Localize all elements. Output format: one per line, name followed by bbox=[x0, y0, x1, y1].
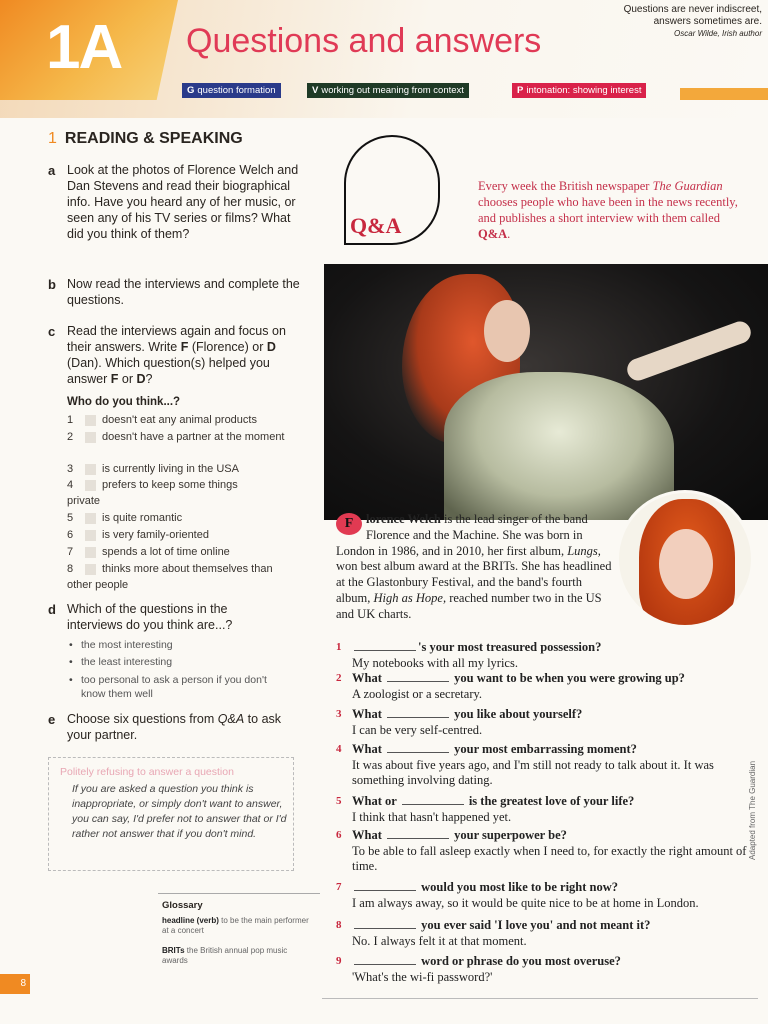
answer-blank[interactable] bbox=[354, 640, 416, 651]
answer-blank[interactable] bbox=[402, 794, 464, 805]
quote-line: answers sometimes are. bbox=[653, 16, 762, 27]
answer-box[interactable] bbox=[85, 480, 96, 491]
who-item: 5 is quite romantic bbox=[67, 512, 183, 524]
interview-item: 4 What your most embarrassing moment? It was about five years ago, and I'm still not ready to talk about it. It was something involving dating. bbox=[336, 742, 714, 788]
pill-text: question formation bbox=[197, 85, 276, 96]
photo-arm bbox=[624, 318, 754, 383]
answer-box[interactable] bbox=[85, 564, 96, 575]
task-d-text: Which of the questions in the interviews do you think are...? bbox=[67, 602, 233, 632]
who-item: 7 spends a lot of time online bbox=[67, 546, 230, 558]
task-letter-c: c bbox=[48, 324, 56, 339]
photo-face bbox=[484, 300, 530, 362]
task-e-text: Choose six questions from Q&A to ask your partner. bbox=[67, 712, 282, 742]
tip-body: If you are asked a question you think is inappropriate, or simply don't want to answer, you can say, I'd prefer not to answer that or I'd rather not answer that if you don't mind. bbox=[72, 783, 287, 840]
task-c-text: Read the interviews again and focus on their answers. Write F (Florence) or D (Dan). Which question(s) helped you answer F or D? bbox=[67, 324, 286, 386]
section-heading bbox=[48, 130, 243, 148]
answer-blank[interactable] bbox=[387, 671, 449, 682]
answer-blank[interactable] bbox=[387, 707, 449, 718]
who-item: 4 prefers to keep some things private bbox=[67, 479, 238, 507]
vocabulary-pill bbox=[307, 83, 469, 98]
qa-label: Q&A bbox=[350, 213, 402, 238]
divider bbox=[322, 998, 758, 999]
answer-blank[interactable] bbox=[387, 828, 449, 839]
concert-photo bbox=[324, 264, 768, 520]
answer-blank[interactable] bbox=[387, 742, 449, 753]
task-a-text: Look at the photos of Florence Welch and Dan Stevens and read their biographical info. Have you heard any of her music, or seen any of his TV series or films? What did you think of them? bbox=[67, 163, 299, 241]
answer-box[interactable] bbox=[85, 513, 96, 524]
answer-box[interactable] bbox=[85, 464, 96, 475]
section-title: READING & SPEAKING bbox=[64, 130, 243, 147]
interview-item: 7 would you most like to be right now? I am always away, so it would be quite nice to be at home in London. bbox=[336, 880, 699, 910]
pill-text: intonation: showing interest bbox=[526, 85, 642, 96]
pill-key: V bbox=[312, 85, 319, 96]
section-number: 1 bbox=[48, 130, 57, 147]
pronunciation-pill bbox=[512, 83, 646, 98]
answer-blank[interactable] bbox=[354, 880, 416, 891]
drop-cap: F bbox=[336, 513, 362, 535]
answer-box[interactable] bbox=[85, 530, 96, 541]
task-letter-b: b bbox=[48, 277, 56, 292]
task-letter-a: a bbox=[48, 163, 56, 178]
header-accent-strip bbox=[680, 88, 768, 100]
quote-author: Oscar Wilde, Irish author bbox=[674, 29, 762, 38]
page-number: 8 bbox=[0, 974, 30, 994]
page-title: Questions and answers bbox=[186, 22, 542, 60]
glossary-item: headline (verb) to be the main performer at a concert bbox=[162, 916, 309, 935]
who-item: 8 thinks more about themselves than other people bbox=[67, 563, 273, 591]
pill-key: G bbox=[187, 85, 195, 96]
interview-item: 9 word or phrase do you most overuse? 'What's the wi-fi password?' bbox=[336, 954, 621, 984]
source-credit: Adapted from The Guardian bbox=[748, 760, 757, 860]
interview-item: 1 's your most treasured possession? My notebooks with all my lyrics. bbox=[336, 640, 602, 670]
portrait-photo bbox=[616, 490, 754, 628]
interview-item: 6 What your superpower be? To be able to fall asleep exactly when I need to, for exactly the right amount of time. bbox=[336, 828, 747, 874]
qa-intro: Every week the British newspaper The Guardian chooses people who have been in the news recently, and publishes a short interview with them called Q&A. bbox=[478, 179, 738, 241]
bullet-item: • too personal to ask a person if you don't know them well bbox=[81, 673, 281, 701]
biography-text: F lorence Welch is the lead singer of the band Florence and the Machine. She was born in London in 1986, and in 2010, her first album, Lungs, won best album award at the BRITs. She has headlined at the Glastonbury Festival, and the band's fourth album, High as Hope, reached number two in the US and UK charts. bbox=[336, 512, 612, 621]
interview-item: 5 What or is the greatest love of your life? I think that hasn't happened yet. bbox=[336, 794, 635, 824]
answer-blank[interactable] bbox=[354, 918, 416, 929]
bullet-item: • the most interesting bbox=[81, 639, 173, 651]
grammar-pill bbox=[182, 83, 281, 98]
task-letter-e: e bbox=[48, 712, 56, 727]
interview-item: 2 What you want to be when you were growing up? A zoologist or a secretary. bbox=[336, 671, 685, 701]
bullet-item: • the least interesting bbox=[81, 656, 172, 668]
interview-item: 3 What you like about yourself? I can be very self-centred. bbox=[336, 707, 583, 737]
pill-text: working out meaning from context bbox=[321, 85, 464, 96]
task-b-text: Now read the interviews and complete the questions. bbox=[67, 277, 300, 307]
unit-number: 1A bbox=[46, 13, 122, 82]
interview-item: 8 you ever said 'I love you' and not meant it? No. I always felt it at that moment. bbox=[336, 918, 651, 948]
glossary-item: BRITs the British annual pop music awards bbox=[162, 946, 288, 965]
answer-box[interactable] bbox=[85, 547, 96, 558]
pill-key: P bbox=[517, 85, 524, 96]
quote-line: Questions are never indiscreet, bbox=[623, 4, 762, 15]
who-item: 2 doesn't have a partner at the moment bbox=[67, 431, 285, 443]
task-letter-d: d bbox=[48, 602, 56, 617]
tip-heading: Politely refusing to answer a question bbox=[60, 766, 234, 778]
answer-box[interactable] bbox=[85, 432, 96, 443]
portrait-face bbox=[659, 529, 713, 599]
photo-body bbox=[444, 372, 674, 520]
who-heading: Who do you think...? bbox=[67, 396, 181, 408]
who-item: 3 is currently living in the USA bbox=[67, 463, 239, 475]
answer-blank[interactable] bbox=[354, 954, 416, 965]
epigraph-quote bbox=[582, 4, 762, 40]
who-item: 1 doesn't eat any animal products bbox=[67, 414, 257, 426]
glossary-heading: Glossary bbox=[162, 900, 203, 911]
who-item: 6 is very family-oriented bbox=[67, 529, 209, 541]
answer-box[interactable] bbox=[85, 415, 96, 426]
